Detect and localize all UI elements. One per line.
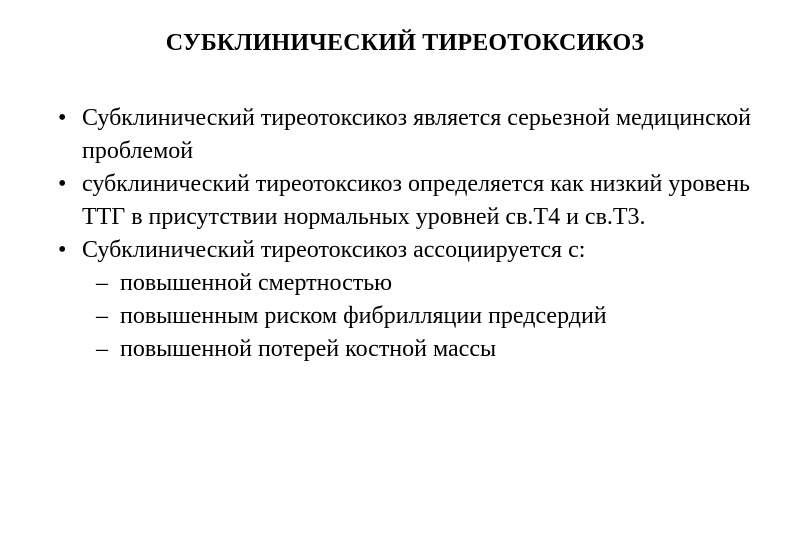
slide-content <box>58 102 793 366</box>
bullet-icon: • <box>58 171 67 197</box>
sub-bullet-text: повышенной смертностью <box>120 270 393 296</box>
sub-bullet-text: повышенным риском фибрилляции предсердий <box>120 303 607 329</box>
sub-bullet-text: повышенной потерей костной массы <box>120 336 497 362</box>
sub-bullet-item <box>58 300 793 333</box>
sub-bullet-item <box>58 267 793 300</box>
dash-icon: – <box>96 270 108 296</box>
bullet-text: Субклинический тиреотоксикоз ассоциируется с: <box>82 237 586 263</box>
dash-icon: – <box>96 336 108 362</box>
bullet-item <box>58 168 793 234</box>
bullet-text: субклинический тиреотоксикоз определяется как низкий уровень ТТГ в присутствии нормальных уровней св.Т4 и св.Т3. <box>82 171 750 230</box>
slide-title: СУБКЛИНИЧЕСКИЙ ТИРЕОТОКСИКОЗ <box>165 30 645 56</box>
bullet-text: Субклинический тиреотоксикоз является серьезной медицинской проблемой <box>82 105 752 164</box>
sub-bullet-item <box>58 333 793 366</box>
dash-icon: – <box>96 303 108 329</box>
bullet-icon: • <box>58 237 67 263</box>
bullet-item <box>58 234 793 267</box>
bullet-item <box>58 102 793 168</box>
bullet-icon: • <box>58 105 67 131</box>
